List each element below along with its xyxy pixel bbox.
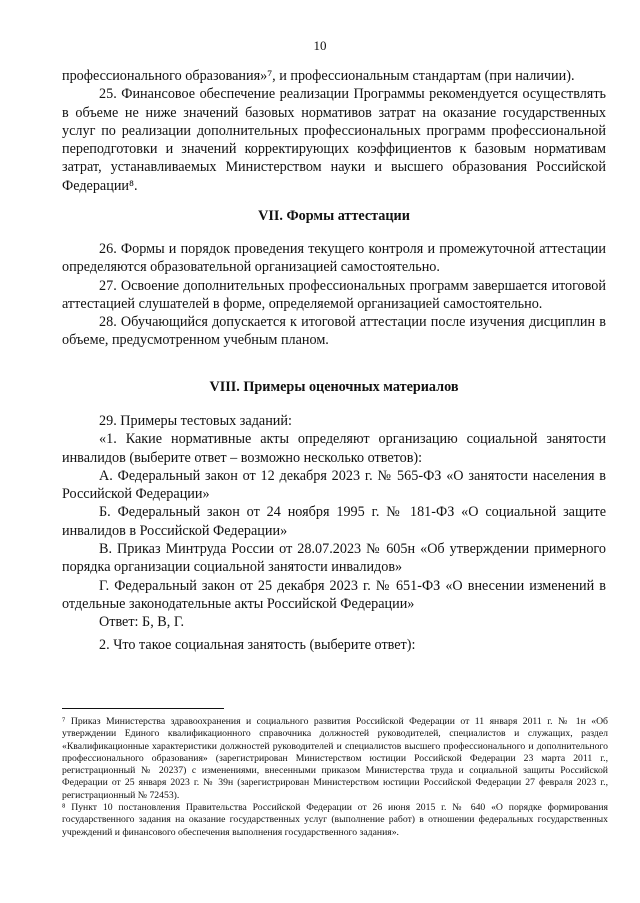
question-1-answer: Ответ: Б, В, Г. xyxy=(99,614,184,631)
footnote-7: ⁷ Приказ Министерства здравоохранения и социального развития Российской Федерации от 11 января 2011 г. № 1н «Об утверждении Единого квалификационного справочника должностей руководителей, специалистов и служащих, раздел «Квалификационные характеристики должностей руководителей и специалистов высшего профессионального и дополнительного профессионального образования» (зарегистрирован Министерством юстиции Российской Федерации 23 марта 2011 г., регистрационный № 20237) с изменениями, внесенными приказом Министерства труда и социальной защиты Российской Федерации от 25 января 2023 г. № 39н (зарегистрирован Министерством юстиции Российской Федерации 27 февраля 2023 г., регистрационный № 72453). xyxy=(62,716,608,801)
answer-option-c: В. Приказ Минтруда России от 28.07.2023 № 605н «Об утверждении примерного порядка организации социальной занятости инвалидов» xyxy=(62,541,606,576)
footnote-separator xyxy=(62,708,224,709)
paragraph-29: 29. Примеры тестовых заданий: xyxy=(99,413,292,429)
paragraph-24-end: профессионального образования»⁷, и профессиональным стандартам (при наличии). xyxy=(62,68,575,84)
paragraph-27: 27. Освоение дополнительных профессиональных программ завершается итоговой аттестацией слушателей в форме, определяемой организацией самостоятельно. xyxy=(62,277,606,312)
answer-option-d: Г. Федеральный закон от 25 декабря 2023 г. № 651-ФЗ «О внесении изменений в отдельные законодательные акты Российской Федерации» xyxy=(62,577,606,612)
paragraph-28: 28. Обучающийся допускается к итоговой аттестации после изучения дисциплин в объеме, предусмотренном учебным планом. xyxy=(62,314,606,349)
block-top xyxy=(62,67,606,195)
page-number: 10 xyxy=(313,38,327,53)
footnotes xyxy=(62,716,608,839)
block-question-2 xyxy=(62,636,606,654)
section-heading-7: VII. Формы аттестации xyxy=(258,208,410,224)
question-1: «1. Какие нормативные акты определяют организацию социальной занятости инвалидов (выберите ответ – возможно несколько ответов): xyxy=(62,431,606,466)
footnote-8: ⁸ Пункт 10 постановления Правительства Российской Федерации от 26 июня 2015 г. № 640 «О порядке формирования государственного задания на оказание государственных услуг (выполнение работ) в отношении федеральных государственных учреждений и финансового обеспечения выполнения государственного задания». xyxy=(62,802,608,838)
section-heading-8: VIII. Примеры оценочных материалов xyxy=(209,379,459,395)
block-section-7 xyxy=(62,240,606,350)
block-section-8 xyxy=(62,412,606,632)
answer-option-a: А. Федеральный закон от 12 декабря 2023 г. № 565-ФЗ «О занятости населения в Российской Федерации» xyxy=(62,467,606,503)
question-2: 2. Что такое социальная занятость (выберите ответ): xyxy=(99,637,416,653)
paragraph-26: 26. Формы и порядок проведения текущего контроля и промежуточной аттестации определяются образовательной организацией самостоятельно. xyxy=(62,241,606,276)
paragraph-25: 25. Финансовое обеспечение реализации Программы рекомендуется осуществлять в объеме не ниже значений базовых нормативов затрат на оказание государственных услуг по реализации дополнительных профессиональных программ профессиональной переподготовки и значений корректирующих коэффициентов к базовым нормативам затрат, устанавливаемых Министерством науки и высшего образования Российской Федерации⁸. xyxy=(62,86,606,194)
answer-option-b: Б. Федеральный закон от 24 ноября 1995 г. № 181-ФЗ «О социальной защите инвалидов в Российской Федерации» xyxy=(62,504,606,539)
